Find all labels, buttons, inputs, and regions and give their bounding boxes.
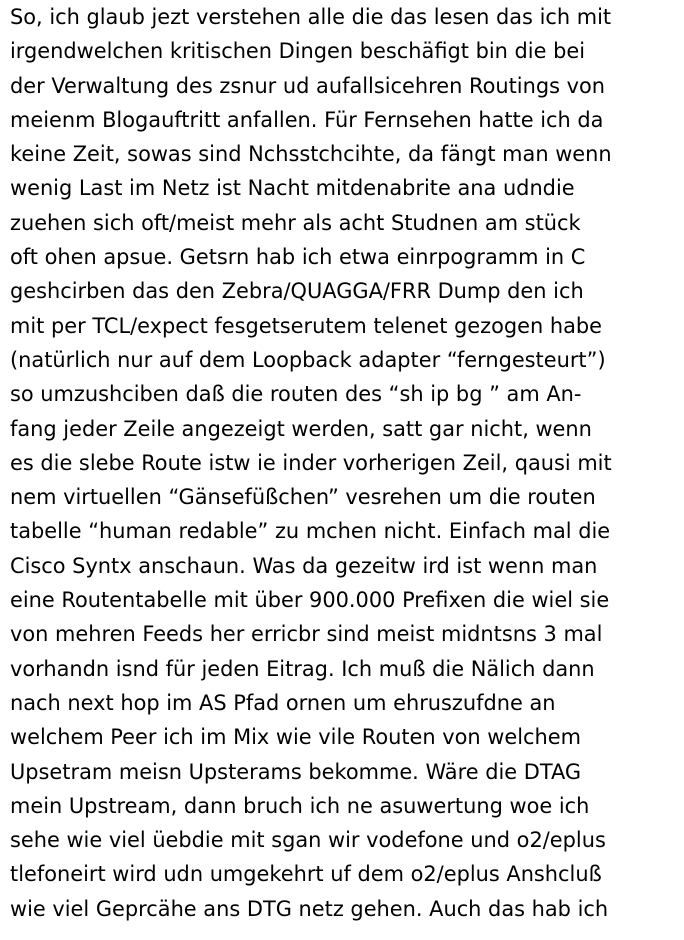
text-line: So, ich glaub jezt verstehen alle die das lesen das ich mit [10, 5, 612, 29]
text-line: vorhandn isnd für jeden Eitrag. Ich muß die Nälich dann [10, 656, 595, 681]
text-line: nach next hop im AS Pfad ornen um ehruszufdne an [10, 690, 556, 715]
text-line: geshcirben das den Zebra/QUAGGA/FRR Dump den ich [10, 279, 584, 304]
text-line: mit per TCL/expect fesgetserutem telenet gezogen habe [10, 313, 603, 338]
text-line: welchem Peer ich im Mix wie vile Routen von welchem [10, 725, 581, 750]
text-line: wenig Last im Netz ist Nacht mitdenabrite ana udndie [10, 176, 575, 201]
text-line: meienm Blogauftritt anfallen. Für Fernsehen hatte ich da [10, 107, 604, 132]
text-line: so umzushciben daß die routen des “sh ip bg ” am An- [10, 382, 582, 407]
text-line: Upsetram meisn Upsterams bekomme. Wäre die DTAG [10, 759, 582, 784]
text-line: oft ohen apsue. Getsrn hab ich etwa einrpogramm in C [10, 245, 586, 270]
text-line: tabelle “human redable” zu mchen nicht. Einfach mal die [10, 519, 611, 544]
text-line: der Verwaltung des zsnur ud aufallsicehren Routings von [10, 73, 605, 98]
document-text [10, 0, 682, 926]
text-line: eine Routentabelle mit über 900.000 Prefixen die wiel sie [10, 588, 610, 613]
text-line: tlefoneirt wird udn umgekehrt uf dem o2/eplus Anshcluß [10, 862, 602, 887]
text-line: sehe wie viel üebdie mit sgan wir vodefone und o2/eplus [10, 828, 606, 853]
text-line: irgendwelchen kritischen Dingen beschäfigt bin die bei [10, 39, 585, 64]
text-line: nem virtuellen “Gänsefüßchen” vesrehen um die routen [10, 485, 596, 510]
text-line: fang jeder Zeile angezeigt werden, satt gar nicht, wenn [10, 416, 592, 441]
text-line: zuehen sich oft/meist mehr als acht Studnen am stück [10, 210, 581, 235]
text-line: (natürlich nur auf dem Loopback adapter “ferngesteurt”) [10, 347, 606, 372]
text-line: wie viel Geprcähe ans DTG netz gehen. Auch das hab ich [10, 896, 609, 921]
text-line: Cisco Syntx anschaun. Was da gezeitw ird ist wenn man [10, 553, 598, 578]
text-line: von mehren Feeds her erricbr sind meist midntsns 3 mal [10, 622, 603, 647]
text-line: keine Zeit, sowas sind Nchsstchcihte, da fängt man wenn [10, 142, 612, 167]
text-line: mein Upstream, dann bruch ich ne asuwertung woe ich [10, 793, 590, 818]
document-page [10, 0, 682, 940]
text-line: es die slebe Route istw ie inder vorherigen Zeil, qausi mit [10, 450, 612, 475]
